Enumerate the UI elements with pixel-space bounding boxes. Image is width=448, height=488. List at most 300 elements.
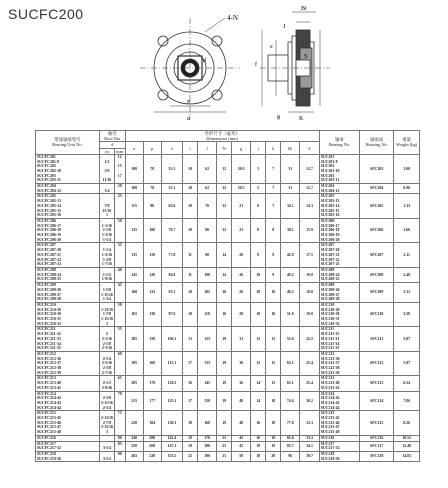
bearing-no-cell-line: SUC207-20: [320, 248, 340, 253]
dim-n-cell: 23: [217, 435, 232, 441]
dim-e-cell: 55.1: [161, 184, 182, 194]
bearing-unit-cell-line: SUCFC205-14: [37, 203, 61, 208]
bore-mm-cell-line: 70: [117, 391, 122, 396]
dim-bi-cell: 65.1: [281, 376, 300, 391]
hdr-col-f: f: [198, 142, 217, 154]
bore-inch-cell: [99, 391, 114, 411]
dim-bi-cell: 38.1: [281, 218, 300, 243]
dim-bi-cell: 31: [281, 184, 300, 194]
housing-cell: SFC203: [360, 154, 394, 183]
bearing-no-cell: [319, 452, 360, 462]
bearing-no-cell: [319, 218, 360, 243]
bearing-unit-cell-line: SUCFC211-34: [37, 341, 61, 346]
table-row: [36, 243, 420, 268]
dim-g-cell: 45: [232, 441, 251, 451]
table-row: [36, 351, 420, 376]
bore-inch-cell-line: 1-11/16: [100, 292, 113, 297]
dim-e-cell: 77.8: [161, 243, 182, 268]
housing-cell: SFC205: [360, 194, 394, 219]
table-row: [36, 391, 420, 411]
dim-bi-cell: 82.6: [281, 435, 300, 441]
bore-inch-cell-line: 1-1/8: [102, 228, 112, 233]
bearing-no-cell-line: SUC212-39: [320, 370, 340, 375]
dim-j-cell: 14: [251, 391, 266, 411]
bearing-no-cell-line: SUC210-32: [320, 321, 340, 326]
bearing-no-cell-line: SUC205-14: [320, 203, 340, 208]
bore-inch-cell-line: 2-3/4: [102, 405, 112, 410]
dim-s-cell: 34.1: [300, 441, 319, 451]
bearing-no-cell-line: SUC214-44: [320, 405, 340, 410]
dim-a-cell: 165: [125, 302, 143, 327]
bore-inch-cell: [99, 194, 114, 219]
hdr-col-n: N: [217, 142, 232, 154]
weight-cell: 6.54: [394, 376, 420, 391]
bore-mm-cell: [114, 267, 125, 282]
bearing-unit-cell-line: SUCFC203-11: [37, 178, 61, 183]
spec-table: [35, 130, 420, 462]
dim-g-cell: 31: [232, 327, 251, 352]
bore-inch-cell-line: [101, 436, 113, 441]
bearing-unit-cell-line: SUCFC213: [37, 376, 56, 381]
label-f: f: [255, 62, 257, 68]
table-row: [36, 376, 420, 391]
bore-mm-cell-line: 15: [117, 164, 122, 169]
bearing-unit-cell-line: SUCFC208-24: [37, 272, 61, 277]
bearing-no-cell-line: SUC212-38: [320, 366, 340, 371]
bearing-unit-cell-line: SUCFC204-12: [37, 188, 61, 193]
label-j: J: [283, 24, 286, 30]
dim-a-cell: 145: [125, 267, 143, 282]
table-row: [36, 184, 420, 194]
bore-inch-cell: [99, 327, 114, 352]
dim-s-cell: 12.7: [300, 184, 319, 194]
dim-bi-cell: 85.7: [281, 441, 300, 451]
bearing-unit-cell-line: SUCFC215: [37, 411, 56, 416]
dim-j-cell: 10: [251, 302, 266, 327]
weight-cell: 8.26: [394, 411, 420, 436]
bore-inch-cell-line: 2-7/16: [101, 370, 113, 375]
bore-mm-cell: [114, 411, 125, 436]
bore-inch-cell: [99, 218, 114, 243]
weight-cell: 0.96: [394, 184, 420, 194]
dim-a-cell: 205: [125, 376, 143, 391]
dim-f-cell: 90: [198, 243, 217, 268]
bearing-no-cell-line: SUC210-30: [320, 312, 340, 317]
bearing-no-cell-line: SUC204-12: [320, 188, 340, 193]
bore-mm-cell: [114, 441, 125, 451]
dim-p-cell: 170: [143, 376, 161, 391]
dim-e-cell: 55.1: [161, 154, 182, 183]
bore-mm-cell-line: 60: [117, 351, 122, 356]
bearing-no-cell-line: SUC207-21: [320, 252, 340, 257]
dim-k-cell: 9: [266, 243, 281, 268]
hdr-bearing-no: [319, 131, 360, 155]
side-view: [260, 12, 330, 112]
bearing-no-cell-line: SUC202-10: [320, 168, 340, 173]
bore-mm-cell-line: [116, 277, 124, 282]
bearing-unit-cell: [36, 302, 100, 327]
bore-mm-cell: [114, 376, 125, 391]
bearing-unit-cell: [36, 391, 100, 411]
bearing-no-cell-line: SUC207: [320, 243, 335, 248]
dim-a-cell: 195: [125, 351, 143, 376]
dim-a-cell: 125: [125, 218, 143, 243]
dim-p-cell: 110: [143, 243, 161, 268]
dim-k-cell: 20: [266, 452, 281, 462]
weight-cell: 1.00: [394, 154, 420, 183]
label-s: S: [304, 54, 308, 60]
dim-p-cell: 78: [143, 154, 161, 183]
bearing-unit-cell-line: SUCFC207-20: [37, 248, 61, 253]
bearing-unit-cell: [36, 194, 100, 219]
bearing-unit-cell-line: SUCFC209-28: [37, 297, 61, 302]
dim-i-cell: 10: [183, 218, 198, 243]
bore-mm-cell-line: [116, 189, 124, 194]
bore-inch-cell-line: 5/8: [104, 168, 110, 173]
dim-k-cell: 8: [266, 218, 281, 243]
bearing-no-cell-line: SUC206-20: [320, 237, 340, 242]
bore-mm-cell-line: 17: [117, 173, 122, 178]
bore-inch-cell-line: 2-5/8: [102, 396, 112, 401]
dim-bi-cell: 55.6: [281, 327, 300, 352]
dim-p-cell: 100: [143, 218, 161, 243]
dim-g-cell: 23: [232, 218, 251, 243]
bearing-no-cell-line: SUC202: [320, 164, 335, 169]
bearing-no-cell: [319, 184, 360, 194]
dim-k-cell: 10: [266, 283, 281, 303]
bearing-unit-cell-line: SUCFC207: [37, 243, 56, 248]
dim-j-cell: 5: [251, 184, 266, 194]
bearing-unit-cell-line: SUCFC214: [37, 391, 56, 396]
bearing-no-cell-line: SUC201-8: [320, 159, 338, 164]
bore-inch-cell-line: 2-15/16: [100, 425, 114, 430]
bearing-no-cell: [319, 267, 360, 282]
bore-inch-cell-line: 1-1/2: [102, 272, 112, 277]
dim-p-cell: 160: [143, 351, 161, 376]
bearing-unit-cell-line: SUCFC204: [37, 184, 56, 189]
bearing-unit-cell-line: SUCFC210-29: [37, 307, 61, 312]
dim-i-cell: 10: [183, 184, 198, 194]
bearing-unit-cell-line: SUCFC206-17: [37, 223, 61, 228]
bearing-unit-cell-line: SUCFC201-8: [37, 159, 60, 164]
weight-cell: 1.66: [394, 218, 420, 243]
bearing-no-cell-line: SUC214: [320, 391, 335, 396]
dim-n-cell: 19: [217, 351, 232, 376]
bearing-no-cell: [319, 351, 360, 376]
bearing-no-cell-line: SUC210: [320, 302, 335, 307]
dim-f-cell: 190: [198, 452, 217, 462]
dim-e-cell: 120.2: [161, 376, 182, 391]
weight-cell: 7.86: [394, 391, 420, 411]
dim-f-cell: 135: [198, 351, 217, 376]
bearing-no-cell-line: SUC201: [320, 154, 335, 159]
dim-n-cell: 19: [217, 327, 232, 352]
bearing-no-cell-line: SUC213-41: [320, 385, 340, 390]
table-row: [36, 194, 420, 219]
bore-inch-cell-line: 1-5/16: [101, 252, 113, 257]
dim-a-cell: 115: [125, 194, 143, 219]
dim-bi-cell: 96: [281, 452, 300, 462]
bearing-unit-cell-line: SUCFC214-43: [37, 400, 61, 405]
dim-j-cell: 12: [251, 327, 266, 352]
dim-s-cell: 25.4: [300, 351, 319, 376]
bore-inch-cell-line: 3-1/2: [102, 456, 112, 461]
bore-inch-cell-line: 2-1/16: [101, 336, 113, 341]
bore-inch-cell-line: 1-1/16: [101, 223, 113, 228]
bearing-no-cell: [319, 327, 360, 352]
dim-bi-cell: 34.1: [281, 194, 300, 219]
bearing-no-cell-line: SUC215-47: [320, 425, 340, 430]
bearing-no-cell-line: SUC209-28: [320, 297, 340, 302]
bore-inch-cell: [99, 184, 114, 194]
bore-inch-cell-line: 1-1/4: [102, 248, 112, 253]
housing-cell: SFC217: [360, 441, 394, 451]
bearing-no-cell-line: SUC217-52: [320, 446, 340, 451]
dim-bi-cell: 49.2: [281, 283, 300, 303]
dim-i-cell: 18: [183, 435, 198, 441]
bore-mm-cell: [114, 391, 125, 411]
bearing-no-cell-line: SUC209-26: [320, 287, 340, 292]
dim-a-cell: 135: [125, 243, 143, 268]
dim-i-cell: 22: [183, 452, 198, 462]
bore-inch-cell-line: 3: [105, 430, 108, 435]
bore-inch-cell-line: 1-3/8: [102, 257, 112, 262]
hdr-col-e: e: [161, 142, 182, 154]
bearing-unit-cell-line: SUCFC212-38: [37, 366, 61, 371]
bearing-no-cell: [319, 376, 360, 391]
bore-inch-cell-line: 1-7/8: [102, 312, 112, 317]
bearing-no-cell-line: SUC205-13: [320, 199, 340, 204]
dim-j-cell: 10: [251, 267, 266, 282]
bore-mm-cell: [114, 327, 125, 352]
weight-cell: 14.83: [394, 452, 420, 462]
dim-a-cell: 215: [125, 391, 143, 411]
bore-inch-cell-line: 1-5/8: [102, 287, 112, 292]
bearing-unit-cell-line: SUCFC211-33: [37, 336, 61, 341]
bearing-no-cell-line: SUC206: [320, 218, 335, 223]
dim-g-cell: 26: [232, 283, 251, 303]
bearing-unit-cell-line: SUCFC212-36: [37, 356, 61, 361]
bearing-unit-cell-line: SUCFC202-10: [37, 168, 61, 173]
weight-cell: 3.58: [394, 302, 420, 327]
dim-a-cell: 220: [125, 411, 143, 436]
hdr-weight: [394, 131, 420, 155]
bearing-no-cell: [319, 391, 360, 411]
dim-k-cell: 18: [266, 435, 281, 441]
bore-mm-cell: [114, 218, 125, 243]
dim-f-cell: 170: [198, 435, 217, 441]
dim-bi-cell: 74.6: [281, 391, 300, 411]
dim-g-cell: 26: [232, 243, 251, 268]
bore-mm-cell: [114, 351, 125, 376]
dim-k-cell: 13: [266, 327, 281, 352]
bearing-no-cell-line: SUC206-18: [320, 228, 340, 233]
housing-cell: SFC213: [360, 376, 394, 391]
bore-mm-cell-line: 40: [117, 267, 122, 272]
dim-e-cell: 63.6: [161, 194, 182, 219]
dim-p-cell: 132: [143, 283, 161, 303]
dim-a-cell: 100: [125, 184, 143, 194]
bore-mm-cell: [114, 184, 125, 194]
bearing-unit-cell-line: SUCFC205: [37, 194, 56, 199]
dim-n-cell: 14: [217, 243, 232, 268]
bore-inch-cell-line: 1-13/16: [100, 307, 114, 312]
bearing-no-cell-line: SUC211-34: [320, 341, 340, 346]
bearing-unit-cell-line: SUCFC201: [37, 154, 56, 159]
hdr-bore-en: Bore Dia: [104, 136, 121, 142]
bearing-no-cell-line: SUC215: [320, 411, 335, 416]
bearing-no-cell-line: SUC211-35: [320, 346, 340, 351]
dim-g-cell: 36: [232, 376, 251, 391]
dim-p-cell: 138: [143, 302, 161, 327]
dim-i-cell: 10: [183, 154, 198, 183]
bore-mm-cell-line: [116, 386, 124, 391]
hdr-bearing-no-en: Bearing No.: [328, 142, 351, 148]
housing-cell: SFC210: [360, 302, 394, 327]
bore-inch-cell-line: 2-11/16: [100, 400, 113, 405]
bore-mm-cell-line: 30: [117, 218, 122, 223]
bearing-unit-cell-line: SUCFC206-19: [37, 233, 61, 238]
dim-s-cell: 17.5: [300, 243, 319, 268]
table-row: [36, 218, 420, 243]
dim-e-cell: 141.4: [161, 435, 182, 441]
bearing-unit-cell-line: SUCFC207-23: [37, 262, 61, 267]
bearing-no-cell: [319, 441, 360, 451]
dim-s-cell: 19.0: [300, 302, 319, 327]
bearing-unit-cell-line: SUCFC206-18: [37, 228, 61, 233]
dim-g-cell: 26: [232, 267, 251, 282]
dim-e-cell: 130.1: [161, 411, 182, 436]
bore-mm-cell-line: 85: [117, 441, 122, 446]
bearing-no-cell-line: SUC211-32: [320, 332, 340, 337]
dim-j-cell: 10: [251, 283, 266, 303]
bearing-no-cell-line: SUC205-15: [320, 208, 340, 213]
dim-p-cell: 184: [143, 411, 161, 436]
bore-inch-cell-line: 1: [105, 213, 108, 218]
housing-cell: SFC216: [360, 435, 394, 441]
bore-inch-cell-line: 1-15/16: [100, 317, 114, 322]
hdr-housing: [360, 131, 394, 155]
dim-e-cell: 125.1: [161, 391, 182, 411]
dim-s-cell: 33.3: [300, 411, 319, 436]
dim-p-cell: 200: [143, 435, 161, 441]
dim-s-cell: 12.7: [300, 154, 319, 183]
dim-n-cell: 19: [217, 411, 232, 436]
housing-cell: SFC208: [360, 267, 394, 282]
bore-mm-cell-line: [116, 213, 124, 218]
hdr-col-i: i: [183, 142, 198, 154]
dim-k-cell: 9: [266, 267, 281, 282]
bearing-unit-cell-line: SUCFC205-13: [37, 199, 61, 204]
dim-k-cell: 10: [266, 302, 281, 327]
bore-mm-cell: [114, 302, 125, 327]
bearing-unit-cell-line: SUCFC218-56: [37, 456, 61, 461]
bore-inch-cell: [99, 411, 114, 436]
bearing-unit-cell-line: SUCFC215-47: [37, 425, 61, 430]
bearing-unit-cell-line: SUCFC210-31: [37, 317, 61, 322]
bearing-unit-cell: [36, 283, 100, 303]
bore-inch-cell: [99, 283, 114, 303]
dim-bi-cell: 31: [281, 154, 300, 183]
bearing-unit-cell-line: SUCFC213-40: [37, 381, 61, 386]
dim-f-cell: 160: [198, 411, 217, 436]
bearing-unit-cell-line: SUCFC207-22: [37, 257, 61, 262]
hdr-mm: mm: [116, 148, 124, 154]
bearing-no-cell: [319, 302, 360, 327]
dim-n-cell: 12: [217, 154, 232, 183]
hdr-housing-cn: 轴承座: [370, 137, 384, 143]
bore-mm-cell-line: [116, 297, 124, 302]
bearing-unit-cell: [36, 154, 100, 183]
bearing-no-cell-line: SUC211: [320, 327, 335, 332]
bearing-no-cell-line: SUC215-45: [320, 416, 340, 421]
weight-cell: 2.11: [394, 243, 420, 268]
housing-cell: SFC209: [360, 283, 394, 303]
bore-inch-cell-line: 2-1/2: [102, 381, 112, 386]
bore-inch-cell: [99, 376, 114, 391]
dim-n-cell: 23: [217, 452, 232, 462]
hdr-col-k: k: [266, 142, 281, 154]
bore-inch-cell-line: 1-7/16: [101, 262, 113, 267]
dim-a-cell: 265: [125, 452, 143, 462]
bore-inch-cell-line: 2-5/16: [101, 361, 113, 366]
bearing-unit-cell-line: SUCFC203: [37, 173, 56, 178]
bore-inch-cell-line: 2-7/8: [102, 420, 112, 425]
bearing-no-cell-line: SUC209-27: [320, 292, 340, 297]
bearing-no-cell: [319, 243, 360, 268]
bore-inch-cell-line: 1-9/16: [101, 277, 113, 282]
bearing-unit-cell-line: SUCFC218: [37, 452, 56, 456]
housing-cell: SFC207: [360, 243, 394, 268]
bearing-unit-cell-line: SUCFC211-35: [37, 346, 61, 351]
bore-mm-cell: [114, 243, 125, 268]
dim-f-cell: 62: [198, 154, 217, 183]
bearing-unit-cell-line: SUCFC211-32: [37, 332, 61, 337]
dim-a-cell: 250: [125, 441, 143, 451]
bearing-no-cell-line: SUC206-19: [320, 233, 340, 238]
bore-mm-cell-line: [116, 238, 124, 243]
bore-mm-cell-line: [116, 406, 124, 411]
dim-bi-cell: 49.2: [281, 267, 300, 282]
bore-mm-cell-line: 35: [117, 243, 122, 248]
dim-j-cell: 5: [251, 154, 266, 183]
bearing-unit-cell: [36, 376, 100, 391]
dim-f-cell: 150: [198, 391, 217, 411]
hdr-col-j: j: [251, 142, 266, 154]
bearing-no-cell-line: SUC214-43: [320, 400, 340, 405]
label-bi: Bi: [301, 6, 307, 12]
dim-k-cell: 19: [266, 441, 281, 451]
dim-n-cell: 16: [217, 283, 232, 303]
bearing-unit-cell: [36, 411, 100, 436]
bore-mm-cell-line: 20: [117, 184, 122, 189]
dim-e-cell: 155.5: [161, 452, 182, 462]
bearing-no-cell-line: SUC204: [320, 184, 335, 189]
technical-drawing: [0, 0, 448, 128]
bearing-unit-cell: [36, 441, 100, 451]
bearing-unit-cell-line: SUCFC206-20: [37, 237, 61, 242]
dim-i-cell: 11: [183, 267, 198, 282]
bearing-unit-cell-line: SUCFC212-37: [37, 361, 61, 366]
bearing-unit-cell-line: SUCFC214-42: [37, 396, 61, 401]
bearing-no-cell-line: SUC207-22: [320, 257, 340, 262]
bore-mm-cell-line: 50: [117, 302, 122, 307]
dim-p-cell: 90: [143, 194, 161, 219]
hdr-inch: in: [99, 148, 114, 154]
bore-inch-cell-line: 15/16: [102, 208, 112, 213]
bearing-no-cell-line: SUC206-17: [320, 223, 340, 228]
bearing-unit-cell-line: SUCFC212: [37, 351, 56, 356]
